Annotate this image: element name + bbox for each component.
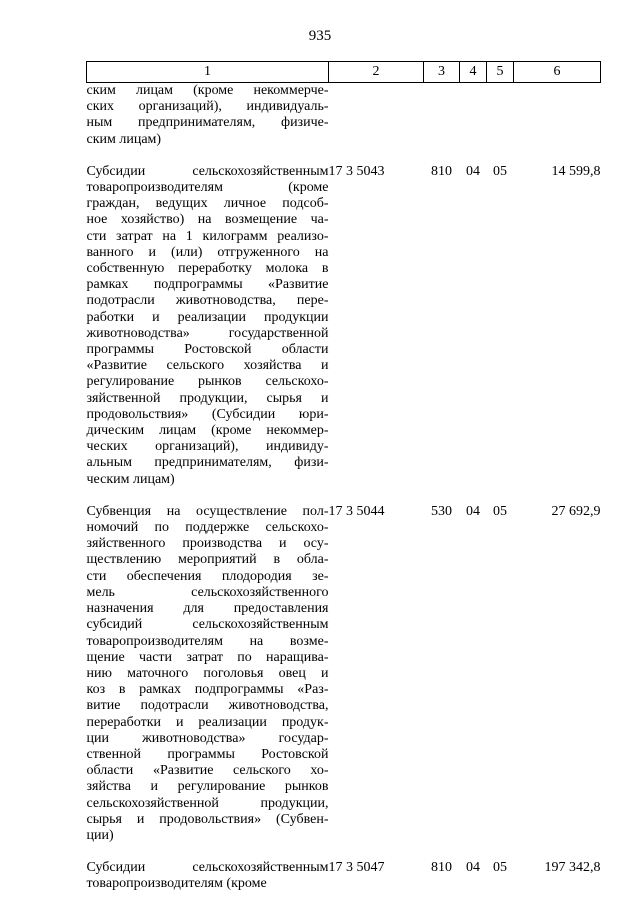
description-line: альным предпринимателям, физи- [86,455,329,471]
column-header: 3 [424,62,460,83]
description-line: ществлению мероприятий в обла- [86,552,329,568]
budget-classification-code: 17 3 5044 [328,503,385,519]
budget-classification-code [329,83,424,164]
description-line: рамках подпрограммы «Развитие [86,277,329,293]
description-line: ских организаций), индивидуаль- [86,99,329,115]
budget-classification-code: 17 3 5043 [328,163,385,179]
description-line: регулирование рынков сельскохо- [86,374,329,390]
column-header: 2 [329,62,424,83]
expense-type-code: 810 [431,860,452,876]
expense-type-code: 530 [431,503,452,519]
amount-value: 197 342,8 [544,860,601,876]
budget-table [86,61,601,909]
description-line: сельскохозяйственной продукции, [86,795,329,811]
expense-type-code: 810 [431,163,452,179]
description-line: работки и реализации продукции [86,309,329,325]
description-line: назначения для предоставления [86,601,329,617]
description-line: области «Развитие сельского хо- [86,763,329,779]
subsection-code [487,83,514,164]
description-line: товаропроизводителям на возме- [86,633,329,649]
table-body [87,83,601,909]
expense-type-code [424,83,460,164]
description-line: собственную переработку молока в [86,261,329,277]
description-line: граждан, ведущих личное подсоб- [86,196,329,212]
description-line: щение части затрат по наращива- [86,649,329,665]
row-description [87,83,329,164]
section-code [460,83,487,164]
amount-value: 27 692,9 [551,503,601,519]
description-line: переработки и реализации продук- [86,714,329,730]
description-line: животноводства» государственной [86,325,329,341]
description-line: ное хозяйство) на возмещение ча- [86,212,329,228]
row-description [87,164,329,504]
description-line: ческих организаций), индивиду- [86,439,329,455]
column-header: 4 [460,62,487,83]
description-line: ческим лицам) [86,471,175,487]
description-line: Субсидии сельскохозяйственным [86,163,329,179]
description-line: ции животноводства» государ- [86,730,329,746]
section-code: 04 [466,503,480,519]
description-line: ванного и (или) отгруженного на [86,244,329,260]
description-line: сти обеспечения плодородия зе- [86,568,329,584]
budget-classification-code: 17 3 5047 [328,860,385,876]
description-line: продовольствия» (Субсидии юри- [86,406,329,422]
description-line: сти затрат на 1 килограмм реализо- [86,228,329,244]
table-header-row [87,62,601,83]
description-line: ции) [86,827,114,843]
page-number: 935 [308,28,332,44]
description-line: зяйственного производства и осу- [86,536,329,552]
description-line: зяйственной продукции, сырья и [86,390,329,406]
row-description [87,860,329,908]
description-line: товаропроизводителям (кроме [86,876,267,892]
description-line: товаропроизводителям (кроме [86,180,329,196]
amount-value: 14 599,8 [551,163,601,179]
subsection-code: 05 [493,860,507,876]
description-line: подотрасли животноводства, пере- [86,293,329,309]
table-row [87,83,601,164]
subsection-code: 05 [493,503,507,519]
subsection-code: 05 [493,163,507,179]
description-line: нию маточного поголовья овец и [86,665,329,681]
description-line: номочий по поддержке сельскохо- [86,520,329,536]
description-line: ским лицам) [86,131,162,147]
description-line: ским лицам (кроме некоммерче- [86,83,329,98]
description-line: ственной программы Ростовской [86,746,329,762]
description-line: ным предпринимателям, физиче- [86,115,329,131]
table-row [87,504,601,860]
table-row [87,860,601,908]
description-line: «Развитие сельского хозяйства и [86,358,329,374]
description-line: Субсидии сельскохозяйственным [86,860,329,876]
description-line: программы Ростовской области [86,342,329,358]
description-line: коз в рамках подпрограммы «Раз- [86,682,329,698]
amount-value [514,83,601,164]
description-line: Субвенция на осуществление пол- [86,503,329,519]
column-header: 6 [514,62,601,83]
description-line: витие подотрасли животноводства, [86,698,329,714]
column-header: 1 [87,62,329,83]
section-code: 04 [466,860,480,876]
description-line: сырья и продовольствия» (Субвен- [86,811,329,827]
description-line: зяйства и регулирование рынков [86,779,329,795]
description-line: мель сельскохозяйственного [86,584,329,600]
description-line: субсидий сельскохозяйственным [86,617,329,633]
section-code: 04 [466,163,480,179]
table-row [87,164,601,504]
row-description [87,504,329,860]
column-header: 5 [487,62,514,83]
description-line: дическим лицам (кроме некоммер- [86,423,329,439]
